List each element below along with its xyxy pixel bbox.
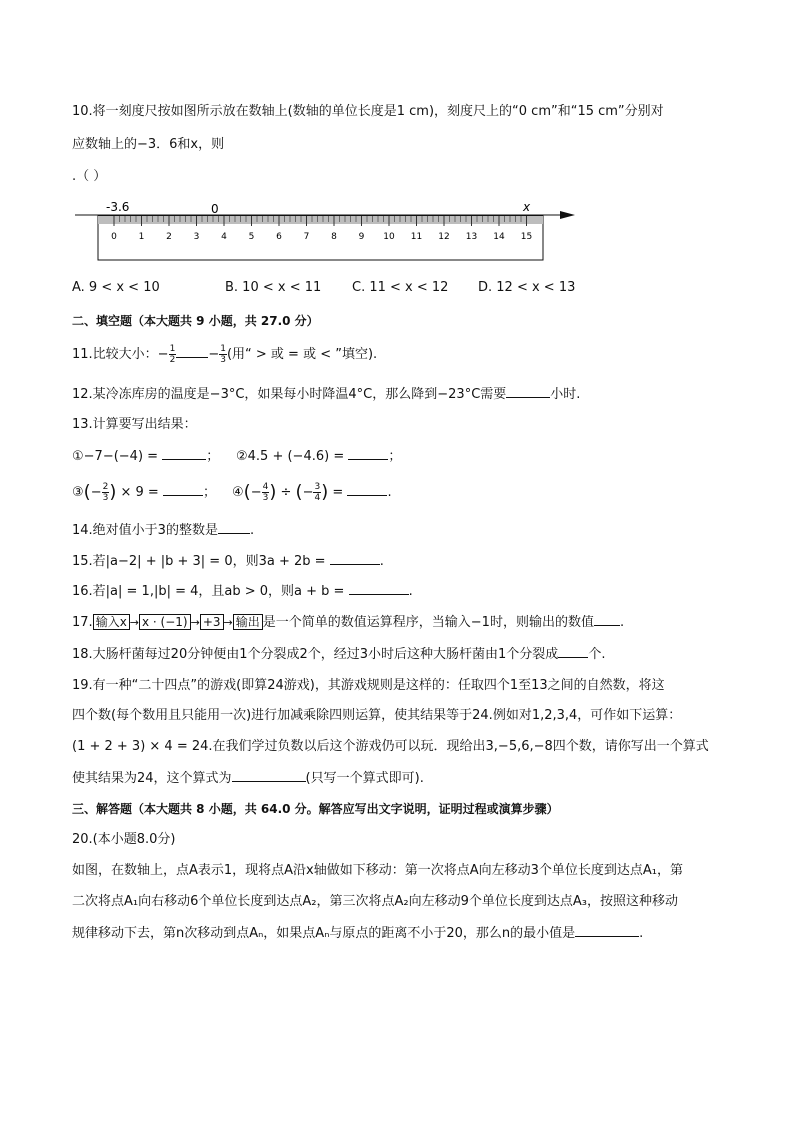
ruler-tick-label: 14 <box>493 232 505 242</box>
q10-line3: .（ ） <box>72 169 107 184</box>
q13-item3-marker: ③ <box>72 485 84 500</box>
flow-box-output: 输出 <box>233 614 263 630</box>
q14-post: . <box>249 523 255 538</box>
q19-line1: 19.有一种“二十四点”的游戏(即算24游戏)，其游戏规则是这样的：任取四个1至13之间的自然数，将这 <box>72 678 665 693</box>
q13-row2: ③(− $\frac{2}{3}$ ) × 9 = ； <box>72 481 216 503</box>
label-x: x <box>523 200 531 214</box>
q19-line3: (1 + 2 + 3) × 4 = 24.在我们学过负数以后这个游戏仍可以玩．现给出3,−5,6,−8四个数，请你写出一个算式 <box>72 739 709 754</box>
q19-l4-post: (只写一个算式即可). <box>305 771 424 786</box>
q13-item1-end: ； <box>206 449 220 464</box>
q20-line3 <box>72 924 643 943</box>
ruler-tick-label: 7 <box>303 232 310 242</box>
option-b: B. 10 < x < 11 <box>225 280 322 295</box>
q11-pre: 11.比较大小：− <box>72 347 169 362</box>
q13-item3-frac: $\frac{2}{3}$ <box>102 482 109 503</box>
q19-l4-pre: 使其结果为24，这个算式为 <box>72 771 232 786</box>
q20-line2: 二次将点A₁向右移动6个单位长度到达点A₂，第三次将点A₂向左移动9个单位长度到达点A₃，按照这种移动 <box>72 894 678 909</box>
flow-box-add: +3 <box>200 614 224 630</box>
q12-blank[interactable] <box>506 385 550 398</box>
ruler-tick-label: 11 <box>410 232 423 242</box>
option-a: A. 9 < x < 10 <box>72 280 160 295</box>
q15-pre: 15.若|a−2| + |b + 3| = 0，则3a + 2b = <box>72 554 326 569</box>
arrow-head <box>560 211 575 219</box>
q13-blank1[interactable] <box>162 447 206 460</box>
flow-box-input: 输入x <box>93 614 130 630</box>
q16-blank[interactable] <box>349 582 409 595</box>
ruler-tick-label: 6 <box>276 232 282 242</box>
q13-item4-post: = <box>332 485 344 500</box>
q13-row1 <box>72 447 219 466</box>
q19-line2: 四个数(每个数用且只能用一次)进行加减乘除四则运算，使其结果等于24.例如对1,2,3,4，可作如下运算： <box>72 708 682 723</box>
q13-item2-end: ； <box>388 449 402 464</box>
section2-heading: 二、填空题（本大题共 9 小题，共 27.0 分） <box>72 314 319 328</box>
q10-line1: 10.将一刻度尺按如图所示放在数轴上(数轴的单位长度是1 cm)，刻度尺上的“0 cm”和“15 cm”分别对 <box>72 104 664 119</box>
option-d: D. 12 < x < 13 <box>478 280 576 295</box>
option-c: C. 11 < x < 12 <box>352 280 449 295</box>
q19-blank[interactable] <box>232 769 306 782</box>
q18-pre: 18.大肠杆菌每过20分钟便由1个分裂成2个，经过3小时后这种大肠杆菌由1个分裂成 <box>72 647 559 662</box>
ruler-tick-label: 13 <box>465 232 478 242</box>
q13-blank2[interactable] <box>348 447 388 460</box>
flow-arrow-icon: → <box>129 616 140 629</box>
q18-blank[interactable] <box>558 645 588 658</box>
ruler-tick-label: 9 <box>358 232 365 242</box>
q11-minus: − <box>208 347 220 362</box>
q13-title: 13.计算要写出结果： <box>72 417 197 432</box>
ruler-tick-label: 12 <box>438 232 450 242</box>
q20-blank[interactable] <box>575 924 639 937</box>
q17-text: 是一个简单的数值运算程序，当输入−1时，则输出的数值 <box>262 615 594 630</box>
q13-item3-end: ； <box>202 485 216 500</box>
ruler-tick-label: 1 <box>138 232 145 242</box>
flow-arrow-icon: → <box>190 616 200 629</box>
q13-item3-post: × 9 = <box>120 485 159 500</box>
q13-item1: ①−7−(−4) = <box>72 449 159 464</box>
q11-frac2: $\frac{1}{3}$ <box>220 344 226 365</box>
q10-line2: 应数轴上的−3．6和x，则 <box>72 137 225 152</box>
q13-item4-frac1: $\frac{4}{3}$ <box>262 482 269 503</box>
ruler-tick-label: 15 <box>520 232 533 242</box>
section3-heading: 三、解答题（本大题共 8 小题，共 64.0 分。解答应写出文字说明，证明过程或演算步骤） <box>72 802 559 816</box>
q18 <box>72 645 605 664</box>
q15-blank[interactable] <box>330 552 380 565</box>
ruler-number-line-figure <box>70 195 580 265</box>
ruler-tick-label: 10 <box>383 232 395 242</box>
ruler-tick-label: 0 <box>111 232 117 242</box>
q16-post: . <box>408 584 413 599</box>
label-neg-3-6: -3.6 <box>106 200 130 214</box>
q14 <box>72 521 254 540</box>
q16-pre: 16.若|a| = 1,|b| = 4，且ab > 0，则a + b = <box>72 584 345 599</box>
flow-arrow-icon: → <box>223 616 233 629</box>
q19-line4 <box>72 769 424 788</box>
q12 <box>72 385 580 404</box>
q13-row1b <box>236 447 401 466</box>
q13-item4-frac2: $\frac{3}{4}$ <box>314 482 321 503</box>
q11-frac1: $\frac{1}{2}$ <box>169 344 176 365</box>
q20-l3-post: . <box>639 926 644 941</box>
q12-pre: 12.某冷冻库房的温度是−3°C，如果每小时降温4°C，那么降到−23°C需要 <box>72 387 507 402</box>
q13-blank3[interactable] <box>163 483 203 496</box>
q13-blank4[interactable] <box>347 483 387 496</box>
ruler-tick-label: 2 <box>166 232 172 242</box>
ruler-tick-label: 8 <box>331 232 337 242</box>
q12-post: 小时. <box>550 387 581 402</box>
q17-post: . <box>619 615 625 630</box>
ruler-tick-label: 3 <box>193 232 200 242</box>
q17: 17. 输入x → x · (−1) → +3 → 输出 是一个简单的数值运算程序，当输入−1时，则输出的数值 . <box>72 615 625 630</box>
q13-item4-div: ÷ <box>280 485 292 500</box>
label-zero: 0 <box>211 202 219 216</box>
flow-box-multiply: x · (−1) <box>139 614 191 630</box>
q11-post: (用“ > 或 = 或 < ”填空). <box>226 347 378 362</box>
ruler-tick-label: 5 <box>248 232 255 242</box>
ruler-tick-label: 4 <box>221 232 227 242</box>
q18-post: 个. <box>588 647 606 662</box>
q13-row2b: ④(− $\frac{4}{3}$ ) ÷ (− $\frac{3}{4}$ ) = . <box>232 481 392 503</box>
q20-line1: 如图，在数轴上，点A表示1，现将点A沿x轴做如下移动：第一次将点A向左移动3个单位长度到达点A₁，第 <box>72 863 684 878</box>
q14-pre: 14.绝对值小于3的整数是 <box>72 523 218 538</box>
q14-blank[interactable] <box>218 521 250 534</box>
q20-l3-pre: 规律移动下去，第n次移动到点Aₙ，如果点Aₙ与原点的距离不小于20，那么n的最小值是 <box>72 926 576 941</box>
q15 <box>72 552 384 571</box>
q17-blank[interactable] <box>594 613 620 626</box>
q11 <box>72 344 377 365</box>
q13-item2: ②4.5 + (−4.6) = <box>236 449 345 464</box>
q13-item4-marker: ④ <box>232 485 244 500</box>
q20-head: 20.(本小题8.0分) <box>72 832 176 847</box>
ruler-scale-band <box>98 216 543 224</box>
q13-item4-end: . <box>387 485 392 500</box>
q15-post: . <box>379 554 384 569</box>
q11-blank[interactable] <box>176 345 208 358</box>
q16 <box>72 582 413 601</box>
